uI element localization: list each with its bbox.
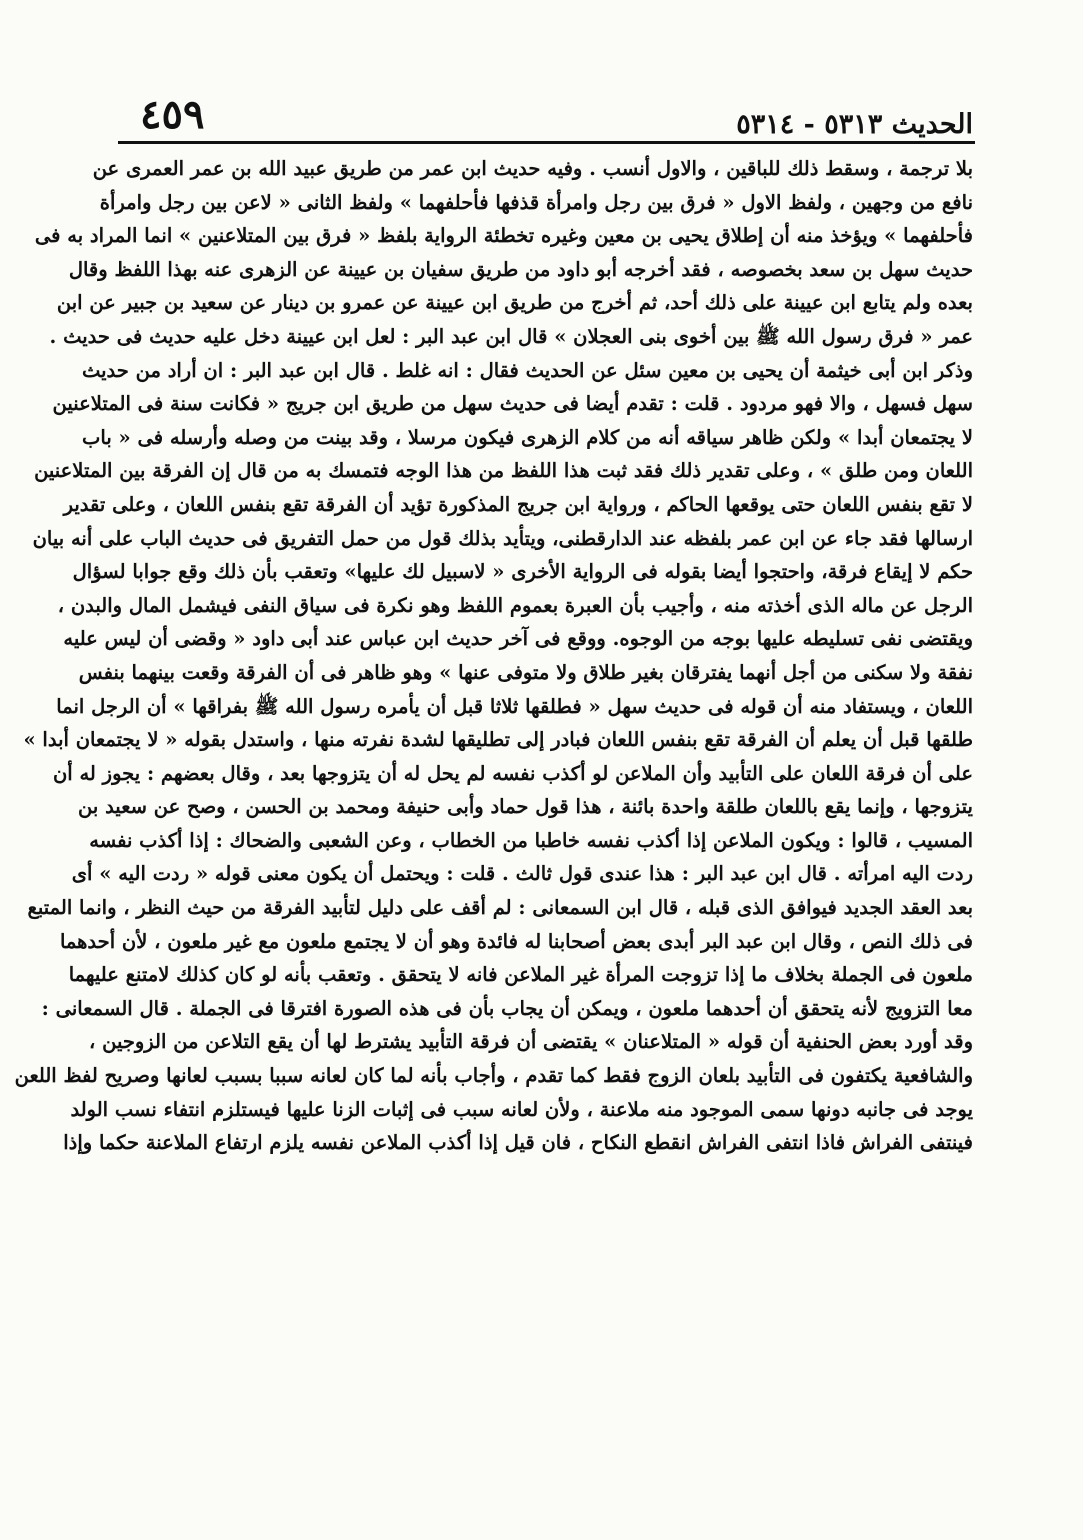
text-line: لا يجتمعان أبدا » ولكن ظاهر سياقه أنه من كلام الزهرى فيكون مرسلا ، وقد بينت من وصله وأرسله فى « باب bbox=[82, 425, 973, 449]
body-text bbox=[14, 152, 973, 1160]
text-line: فأحلفهما » ويؤخذ منه أن إطلاق يحيى بن معين وغيره تخطئة الرواية بلفظ « فرق بين المتلاعنين » انما المراد به فى bbox=[34, 224, 973, 248]
text-line: وذكر ابن أبى خيثمة أن يحيى بن معين سئل عن الحديث فقال : انه غلط . قال ابن عبد البر : ان أراد من حديث bbox=[81, 358, 973, 382]
text-line: عمر « فرق رسول الله ﷺ بين أخوى بنى العجلان » قال ابن عبد البر : لعل ابن عيينة دخل عليه حديث فى حديث . bbox=[49, 324, 973, 348]
text-line: والشافعية يكتفون فى التأبيد بلعان الزوج فقط كما تقدم ، وأجاب بأنه لما كان لعانه سببا بسبب لعانها وصريح لفظ اللعن bbox=[14, 1064, 973, 1088]
text-line: ارسالها فقد جاء عن ابن عمر بلفظه عند الدارقطنى، ويتأيد بذلك قول من حمل التفريق فى حديث الباب على أنه بيان bbox=[32, 526, 973, 550]
text-line: معا التزويج لأنه يتحقق أن أحدهما ملعون ، ويمكن أن يجاب بأن فى هذه الصورة افترقا فى الجملة . قال السمعانى : bbox=[41, 996, 973, 1020]
text-line: بعد العقد الجديد فيوافق الذى قبله ، قال ابن السمعانى : لم أقف على دليل لتأبيد الفرقة من حيث النظر ، وانما المتبع bbox=[27, 896, 973, 920]
text-line: بعده ولم يتابع ابن عيينة على ذلك أحد، ثم أخرج من طريق ابن عيينة عن عمرو بن دينار عن سعيد بن جبير عن ابن bbox=[56, 291, 973, 315]
text-line: يتزوجها ، وإنما يقع باللعان طلقة واحدة بائنة ، هذا قول حماد وأبى حنيفة ومحمد بن الحسن ، وصح عن سعيد بن bbox=[78, 795, 973, 819]
running-title: الحديث ٥٣١٣ - ٥٣١٤ bbox=[736, 109, 973, 140]
page-number: ٤٥٩ bbox=[140, 91, 205, 138]
text-line: حكم لا إيقاع فرقة، واحتجوا أيضا بقوله فى الرواية الأخرى « لاسبيل لك عليها» وتعقب بأن ذلك وقع جوابا لسؤال bbox=[72, 560, 973, 584]
text-line: ردت اليه امرأته . قال ابن عبد البر : هذا عندى قول ثالث . قلت : ويحتمل أن يكون معنى قوله « ردت اليه » أى bbox=[71, 862, 973, 886]
text-line: طلقها قبل أن يعلم أن الفرقة تقع بنفس اللعان فبادر إلى تطليقها لشدة نفرته منها ، واستدل بقوله « لا يجتمعان أبدا » bbox=[23, 728, 973, 752]
text-line: على أن فرقة اللعان على التأبيد وأن الملاعن لو أكذب نفسه لم يحل له أن يتزوجها بعد ، وقال بعضهم : يجوز له أن bbox=[52, 761, 973, 785]
header-rule bbox=[118, 141, 975, 144]
page-header bbox=[118, 84, 973, 144]
text-line: الرجل عن ماله الذى أخذته منه ، وأجيب بأن العبرة بعموم اللفظ وهو نكرة فى سياق النفى فيشمل المال والبدن ، bbox=[57, 593, 973, 617]
text-line: يوجد فى جانبه دونها سمى الموجود منه ملاعنة ، ولأن لعانه سبب فى إثبات الزنا عليها فيستلزم انتفاء نسب الولد bbox=[70, 1097, 973, 1121]
text-line: فينتفى الفراش فاذا انتفى الفراش انقطع النكاح ، فان قيل إذا أكذب الملاعن نفسه يلزم ارتفاع الملاعنة حكما وإذا bbox=[63, 1131, 973, 1155]
text-line: نفقة ولا سكنى من أجل أنهما يفترقان بغير طلاق ولا متوفى عنها » وهو ظاهر فى أن الفرقة وقعت بينهما بنفس bbox=[78, 660, 973, 684]
text-line: المسيب ، قالوا : ويكون الملاعن إذا أكذب نفسه خاطبا من الخطاب ، وعن الشعبى والضحاك : إذا أكذب نفسه bbox=[89, 828, 973, 852]
text-line: فى ذلك النص ، وقال ابن عبد البر أبدى بعض أصحابنا له فائدة وهو أن لا يجتمع ملعون مع غير ملعون ، لأن أحدهما bbox=[59, 929, 973, 953]
text-line: حديث سهل بن سعد بخصوصه ، فقد أخرجه أبو داود من طريق سفيان بن عيينة عن الزهرى عنه بهذا اللفظ وقال bbox=[68, 257, 973, 281]
text-line: بلا ترجمة ، وسقط ذلك للباقين ، والاول أنسب . وفيه حديث ابن عمر من طريق عبيد الله بن عمر العمرى عن bbox=[92, 157, 973, 180]
text-line: سهل فسهل ، والا فهو مردود . قلت : تقدم أيضا فى حديث سهل من طريق ابن جريج « فكانت سنة فى المتلاعنين bbox=[52, 392, 973, 416]
text-line: ملعون فى الجملة بخلاف ما إذا تزوجت المرأة غير الملاعن فانه لا يتحقق . وتعقب بأنه لو كان كذلك لامتنع عليهما bbox=[68, 963, 973, 987]
text-line: اللعان ، ويستفاد منه أن قوله فى حديث سهل « فطلقها ثلاثا قبل أن يأمره رسول الله ﷺ بفراقها » أن الرجل انما bbox=[56, 694, 973, 718]
text-line: اللعان ومن طلق » ، وعلى تقدير ذلك فقد ثبت هذا اللفظ من هذا الوجه فتمسك به من قال إن الفرقة بين المتلاعنين bbox=[34, 459, 973, 483]
text-line: لا تقع بنفس اللعان حتى يوقعها الحاكم ، ورواية ابن جريج المذكورة تؤيد أن الفرقة تقع بنفس اللعان ، وعلى تقدير bbox=[63, 492, 973, 516]
text-line: ويقتضى نفى تسليطه عليها بوجه من الوجوه. ووقع فى آخر حديث ابن عباس عند أبى داود « وقضى أن ليس عليه bbox=[63, 627, 973, 651]
text-line: وقد أورد بعض الحنفية أن قوله « المتلاعنان » يقتضى أن فرقة التأبيد يشترط لها أن يقع التلاعن من الزوجين ، bbox=[89, 1030, 973, 1054]
text-line: نافع من وجهين ، ولفظ الاول « فرق بين رجل وامرأة قذفها فأحلفهما » ولفظ الثانى « لاعن بين رجل وامرأة bbox=[99, 190, 973, 214]
